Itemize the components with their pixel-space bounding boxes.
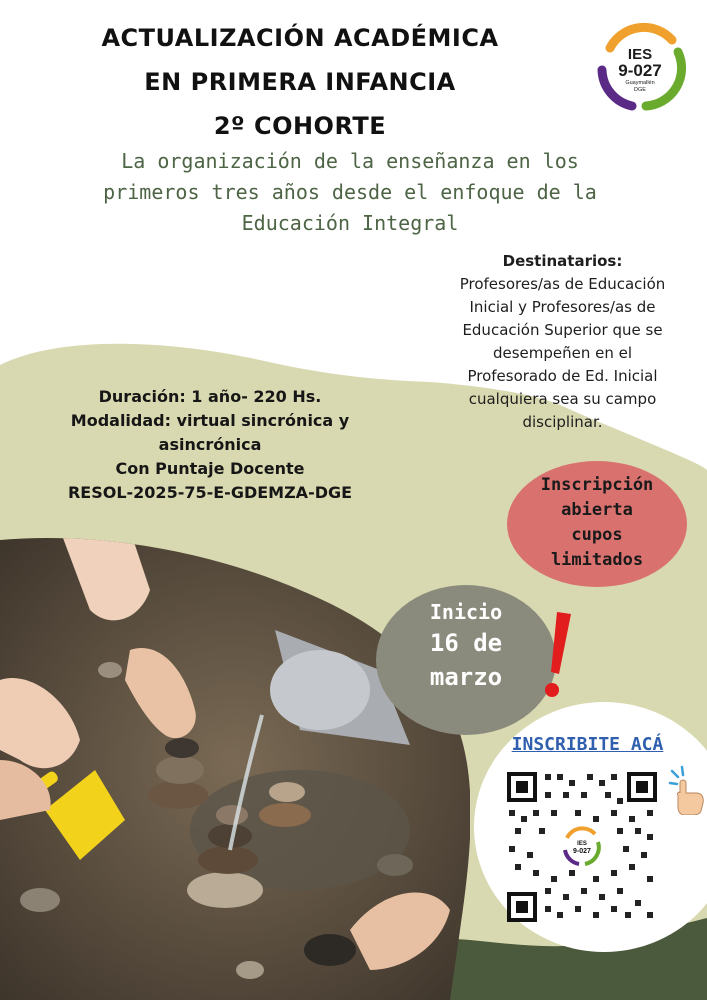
inscripcion-line: cupos [571, 525, 623, 545]
subtitle-line-3: Educación Integral [241, 211, 459, 235]
modalidad-text: Modalidad: virtual sincrónica y [70, 411, 350, 430]
logo-text [590, 18, 690, 118]
inicio-text [376, 598, 556, 694]
inicio-month: marzo [429, 663, 503, 691]
destinatarios-line: disciplinar. [522, 413, 603, 431]
title-line-2: EN PRIMERA INFANCIA [144, 68, 456, 96]
modalidad-text-cont: asincrónica [158, 435, 262, 454]
destinatarios-line: desempeñen en el [492, 344, 633, 362]
logo-ies: IES [627, 45, 653, 63]
puntaje-text: Con Puntaje Docente [115, 459, 305, 478]
inicio-label: Inicio [429, 600, 503, 624]
subtitle-line-2: primeros tres años desde el enfoque de la [103, 180, 597, 204]
inscripcion-line: Inscripción [540, 475, 654, 495]
pointing-hand-icon [668, 765, 706, 815]
destinatarios-line: cualquiera sea su campo [468, 390, 657, 408]
destinatarios-block [430, 250, 695, 434]
exclamation-icon [535, 610, 575, 700]
destinatarios-line: Inicial y Profesores/as de [469, 298, 656, 316]
inscripcion-line: limitados [550, 550, 644, 570]
qr-logo-number: 9-027 [573, 848, 591, 855]
logo-place: Guaymallén [625, 79, 655, 86]
inicio-day: 16 de [429, 629, 503, 657]
resolucion-text: RESOL-2025-75-E-GDEMZA-DGE [67, 483, 353, 502]
title-line-3: 2º COHORTE [213, 112, 387, 140]
subtitle [40, 146, 660, 239]
main-title [60, 16, 540, 148]
logo-number: 9-027 [618, 60, 662, 80]
course-info [40, 385, 380, 505]
title-line-1: ACTUALIZACIÓN ACADÉMICA [101, 24, 499, 52]
qr-code-icon[interactable] [507, 772, 657, 922]
subtitle-line-1: La organización de la enseñanza en los [121, 149, 579, 173]
destinatarios-line: Profesorado de Ed. Inicial [467, 367, 658, 385]
ies-logo [590, 18, 690, 118]
duracion-text: Duración: 1 año- 220 Hs. [98, 387, 322, 406]
destinatarios-line: Educación Superior que se [462, 321, 663, 339]
destinatarios-line: Profesores/as de Educación [459, 275, 666, 293]
destinatarios-title: Destinatarios: [502, 252, 623, 270]
inscripcion-line: abierta [561, 500, 633, 520]
qr-logo-ies: IES [577, 841, 587, 847]
logo-org: DGE [634, 86, 646, 93]
inscribite-link[interactable]: INSCRIBITE ACÁ [511, 734, 664, 755]
inscripcion-text [507, 473, 687, 573]
